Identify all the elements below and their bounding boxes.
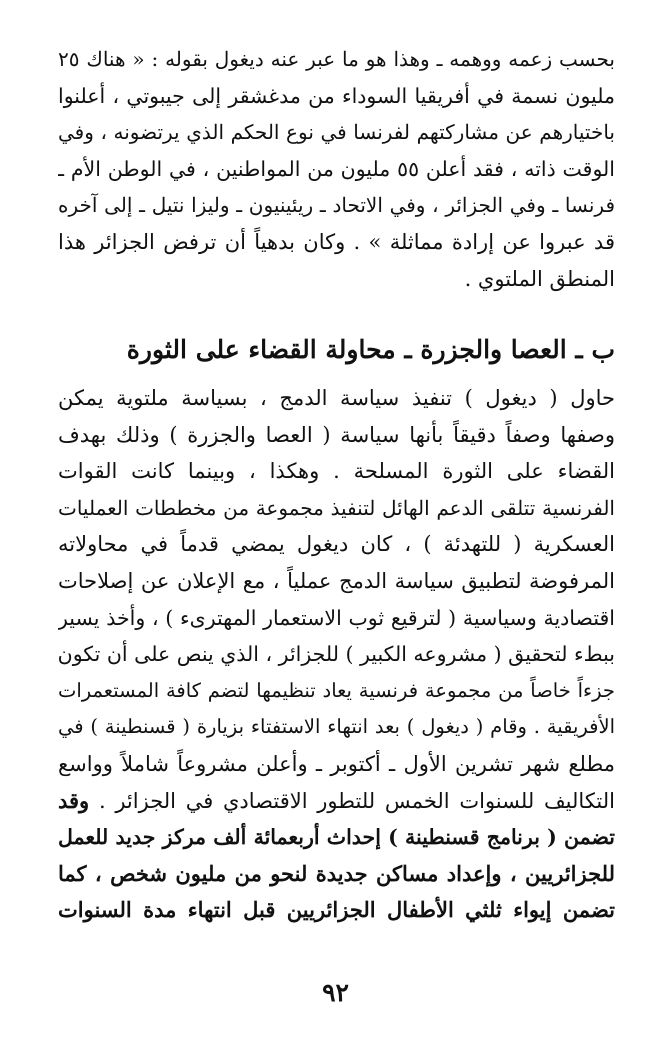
paragraph-body xyxy=(58,380,615,929)
section-heading: ب ـ العصا والجزرة ـ محاولة القضاء على الثورة xyxy=(126,335,615,364)
page-number: ٩٢ xyxy=(322,978,349,1007)
text-line: المرفوضة لتطبيق سياسة الدمج عملياً ، مع الإعلان عن إصلاحات xyxy=(58,568,615,593)
text-line: الوقت ذاته ، فقد أعلن ٥٥ مليون من المواطنين ، في الوطن الأم ـ xyxy=(58,156,615,181)
text-line: العسكرية ( للتهدئة ) ، كان ديغول يمضي قدماً في محاولاته xyxy=(58,532,615,557)
text-line: وصفها وصفاً دقيقاً بأنها سياسة ( العصا والجزرة ) وذلك بهدف xyxy=(58,422,615,447)
text-line: حاول ( ديغول ) تنفيذ سياسة الدمج ، بسياسة ملتوية يمكن xyxy=(58,386,615,410)
paragraph-quote xyxy=(58,41,615,297)
text-line: مطلع شهر تشرين الأول ـ أكتوبر ـ وأعلن مشروعاً شاملاً وواسع xyxy=(58,751,615,776)
text-line: الفرنسية تتلقى الدعم الهائل لتنفيذ مجموعة من مخططات العمليات xyxy=(58,495,615,520)
text-line: مليون نسمة في أفريقيا السوداء من مدغشقر إلى جيبوتي ، أعلنوا xyxy=(58,83,615,108)
text-line: الأفريقية . وقام ( ديغول ) بعد انتهاء الاستفتاء بزيارة ( قسنطينة ) في xyxy=(58,715,615,739)
bold-text-segment: وقد xyxy=(58,787,90,813)
text-line: جزءاً خاصاً من مجموعة فرنسية يعاد تنظيمها لتضم كافة المستعمرات xyxy=(58,678,615,702)
text-line xyxy=(58,783,615,820)
text-line: اقتصادية وسياسية ( لترقيع ثوب الاستعمار المهترىء ) ، وأخذ يسير xyxy=(58,605,615,630)
text-line: ببطء لتحقيق ( مشروعه الكبير ) للجزائر ، الذي ينص على أن تكون xyxy=(58,642,615,667)
text-line: المنطق الملتوي . xyxy=(464,266,615,291)
text-line: القضاء على الثورة المسلحة . وهكذا ، وبينما كانت القوات xyxy=(58,459,615,484)
text-segment: التكاليف للسنوات الخمس للتطور الاقتصادي في الجزائر . xyxy=(98,788,615,813)
text-line: فرنسا ـ وفي الجزائر ، وفي الاتحاد ـ ريئينيون ـ وليزا نتيل ـ إلى آخره xyxy=(58,193,615,218)
text-line: باختيارهم عن مشاركتهم لفرنسا في نوع الحكم الذي يرتضونه ، وفي xyxy=(58,120,615,145)
bold-text-line: تضمن إيواء ثلثي الأطفال الجزائريين قبل انتهاء مدة السنوات xyxy=(58,897,615,923)
text-line: قد عبروا عن إرادة مماثلة » . وكان بدهياً أن ترفض الجزائر هذا xyxy=(58,229,615,254)
bold-text-line: تضمن ( برنامج قسنطينة ) إحداث أربعمائة ألف مركز جديد للعمل xyxy=(58,825,615,850)
text-line: بحسب زعمه ووهمه ـ وهذا هو ما عبر عنه ديغول بقوله : « هناك ٢٥ xyxy=(58,47,615,71)
bold-text-line: للجزائريين ، وإعداد مساكن جديدة لنحو من مليون شخص ، كما xyxy=(58,860,615,886)
